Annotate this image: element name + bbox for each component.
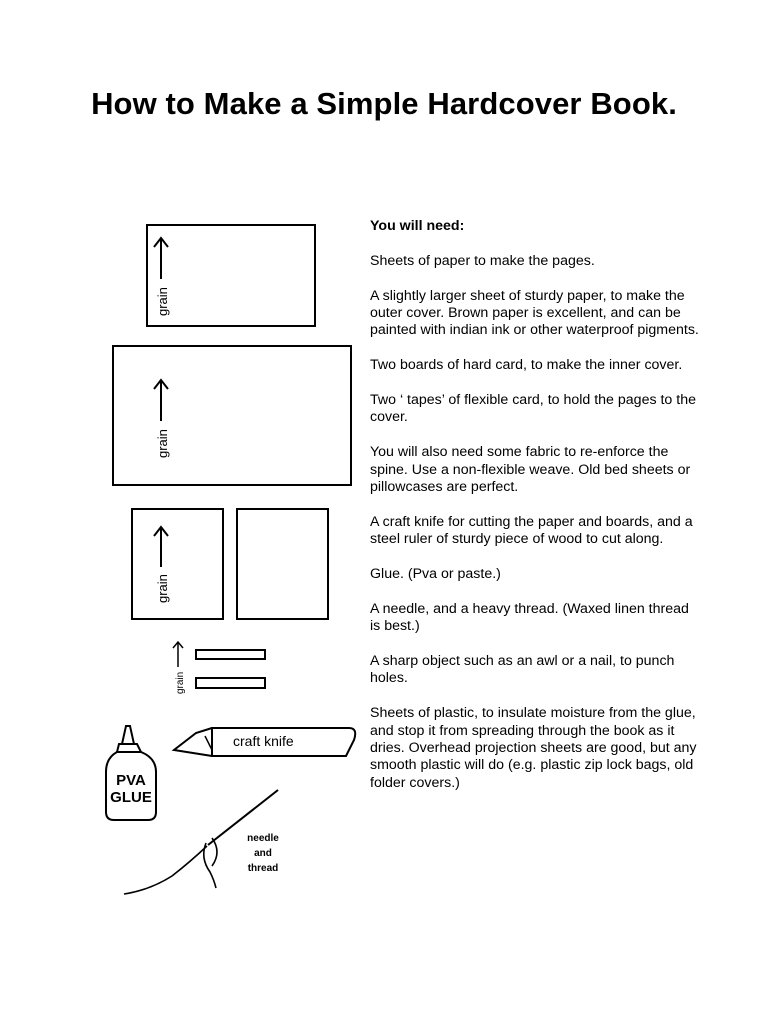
material-item-plastic: Sheets of plastic, to insulate moisture from the glue, and stop it from spreading through the book as it dries. Overhead projection sheets are good, but any smooth plastic will do (e.g. plastic zip lock bags, old folder covers.) xyxy=(370,705,697,791)
materials-list xyxy=(370,218,700,810)
needle-label-line2: and xyxy=(254,848,272,859)
grain-arrow-icon xyxy=(154,380,168,421)
board-drawing-right xyxy=(237,509,328,619)
material-item-needle-thread: A needle, and a heavy thread. (Waxed linen thread is best.) xyxy=(370,600,689,635)
glue-label-line1: PVA xyxy=(116,772,146,789)
material-item-paper: Sheets of paper to make the pages. xyxy=(370,252,595,269)
grain-label: grain xyxy=(155,574,170,603)
needle-label-line1: needle xyxy=(247,833,279,844)
material-item-outer-cover: A slightly larger sheet of sturdy paper, to make the outer cover. Brown paper is excellent, and can be painted with indian ink or other waterproof pigments. xyxy=(370,287,699,339)
needle-label-line3: thread xyxy=(247,863,279,874)
cover-paper-drawing xyxy=(113,346,351,485)
board-drawing-left xyxy=(132,509,223,619)
materials-heading: You will need: xyxy=(370,218,465,234)
material-item-tapes: Two ‘ tapes’ of flexible card, to hold the pages to the cover. xyxy=(370,392,696,426)
page-title: How to Make a Simple Hardcover Book. xyxy=(91,86,677,121)
grain-arrow-icon xyxy=(154,238,168,279)
tapes-drawing xyxy=(173,642,265,694)
material-item-boards: Two boards of hard card, to make the inner cover. xyxy=(370,357,683,374)
grain-label: grain xyxy=(155,287,170,316)
grain-label: grain xyxy=(175,671,186,694)
glue-bottle-icon xyxy=(106,726,156,820)
material-item-awl: A sharp object such as an awl or a nail, to punch holes. xyxy=(370,653,675,687)
grain-arrow-icon xyxy=(154,527,168,567)
grain-arrow-icon xyxy=(173,642,183,667)
material-item-craft-knife: A craft knife for cutting the paper and boards, and a steel ruler of sturdy piece of wood to cut along. xyxy=(370,513,693,548)
craft-knife-icon xyxy=(174,728,355,756)
glue-label-line2: GLUE xyxy=(110,789,152,806)
material-item-fabric: You will also need some fabric to re-enforce the spine. Use a non-flexible weave. Old bed sheets or pillowcases are perfect. xyxy=(370,444,691,496)
material-item-glue: Glue. (Pva or paste.) xyxy=(370,566,501,583)
craft-knife-label: craft knife xyxy=(233,733,294,749)
paper-sheet-drawing xyxy=(147,225,315,326)
grain-label: grain xyxy=(155,429,170,458)
